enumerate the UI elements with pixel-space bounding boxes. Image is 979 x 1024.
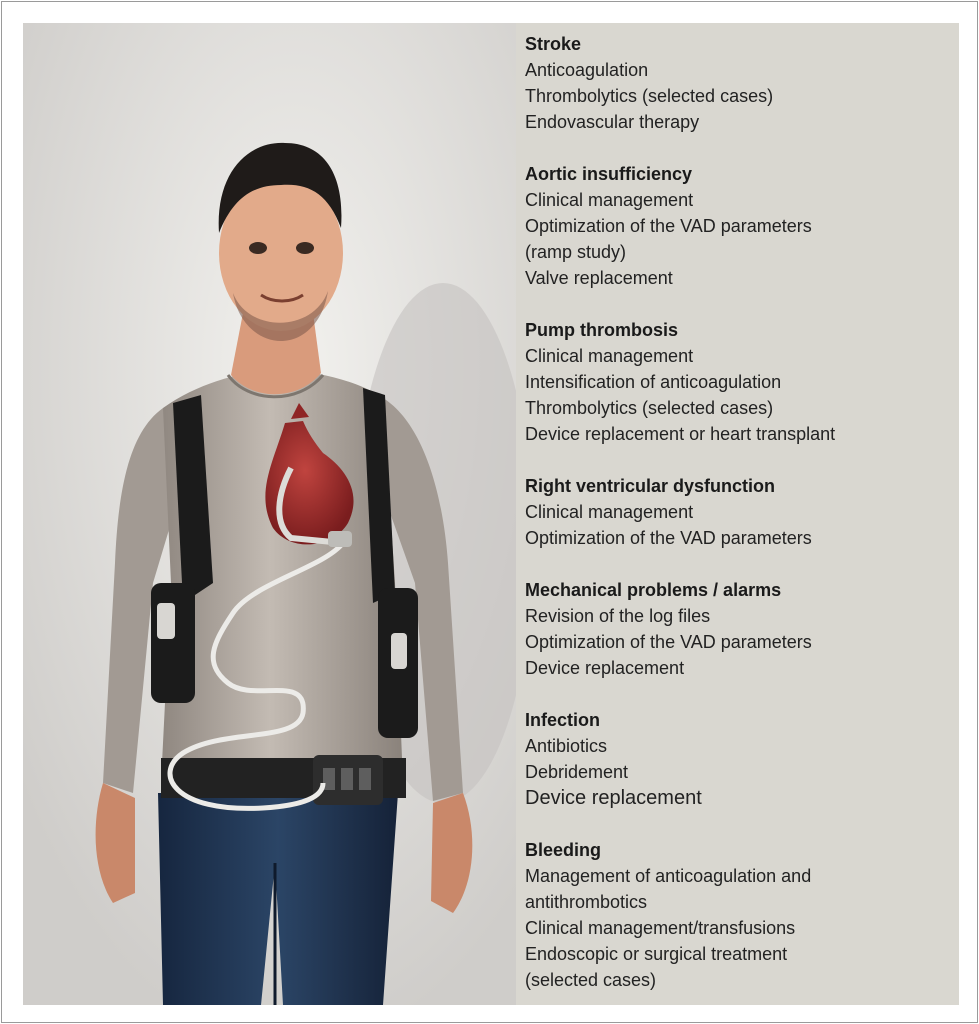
list-item: Endovascular therapy — [525, 112, 700, 132]
section-aortic-insufficiency — [525, 161, 955, 291]
section-mechanical-problems — [525, 577, 955, 681]
section-infection — [525, 707, 955, 811]
section-bleeding — [525, 837, 955, 993]
list-item: Device replacement — [525, 658, 685, 678]
section-pump-thrombosis — [525, 317, 955, 447]
list-item: Device replacement or heart transplant — [525, 424, 836, 444]
list-item: Optimization of the VAD parameters — [525, 528, 812, 548]
list-item: Thrombolytics (selected cases) — [525, 86, 774, 106]
section-heading: Stroke — [525, 34, 582, 54]
section-heading: Pump thrombosis — [525, 320, 679, 340]
list-item: (ramp study) — [525, 242, 627, 262]
figure-frame — [1, 1, 978, 1023]
list-item: (selected cases) — [525, 970, 657, 990]
list-item: Thrombolytics (selected cases) — [525, 398, 774, 418]
complications-panel — [516, 23, 959, 1005]
list-item: Revision of the log files — [525, 606, 711, 626]
patient-illustration — [23, 23, 516, 1005]
list-item: Antibiotics — [525, 736, 608, 756]
list-item: Intensification of anticoagulation — [525, 372, 782, 392]
list-item: Optimization of the VAD parameters — [525, 216, 812, 236]
section-heading: Bleeding — [525, 840, 602, 860]
list-item: Clinical management — [525, 346, 694, 366]
section-heading: Infection — [525, 710, 600, 730]
section-heading: Aortic insufficiency — [525, 164, 693, 184]
list-item: Device replacement — [525, 787, 702, 809]
list-item: Anticoagulation — [525, 60, 649, 80]
list-item: Management of anticoagulation and — [525, 866, 812, 886]
section-heading: Mechanical problems / alarms — [525, 580, 782, 600]
list-item: Optimization of the VAD parameters — [525, 632, 812, 652]
controller-belt — [161, 755, 406, 805]
list-item: Valve replacement — [525, 268, 673, 288]
list-item: Clinical management — [525, 190, 694, 210]
section-stroke — [525, 31, 955, 135]
list-item: Clinical management/transfusions — [525, 918, 796, 938]
section-heading: Right ventricular dysfunction — [525, 476, 776, 496]
section-right-ventricular-dysfunction — [525, 473, 955, 551]
list-item: Debridement — [525, 762, 629, 782]
list-item: Endoscopic or surgical treatment — [525, 944, 788, 964]
list-item: antithrombotics — [525, 892, 648, 912]
list-item: Clinical management — [525, 502, 694, 522]
